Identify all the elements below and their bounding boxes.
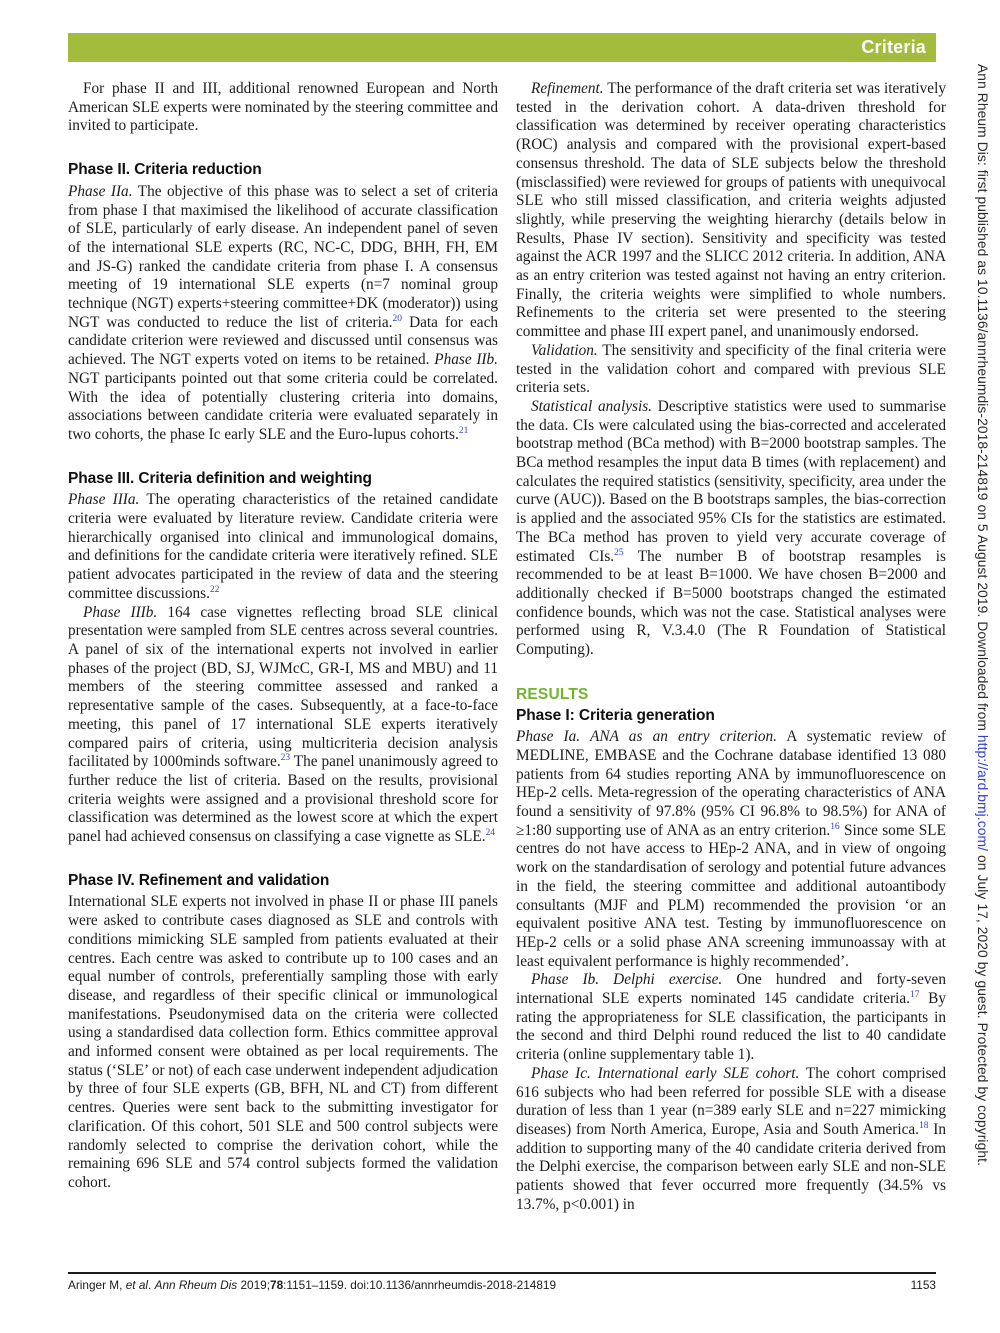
text-segment: The sensitivity and specificity of the final criteria were tested in the validation cohort and compared with previous SLE criteria sets. bbox=[516, 341, 946, 397]
footer bbox=[68, 1278, 936, 1292]
reference-link[interactable]: 25 bbox=[614, 547, 624, 558]
text-segment: Ann Rheum Dis bbox=[154, 1278, 238, 1292]
text-segment: Phase IIb. bbox=[434, 351, 498, 369]
text-segment: The performance of the draft criteria set was iteratively tested in the derivation cohort. A data-driven threshold for classification was determined by receiver operating characteristics (ROC) analysis and compared with the provisional expert-based consensus threshold. The data of SLE subjects below the threshold (misclassified) were reviewed for groups of patients with unequivocal SLE who still missed classification, and criteria weights adjusted slightly, while preserving the weighting hierarchy (details below in Results, Phase IV section). Sensitivity and specificity was tested against the ACR 1997 and the SLICC 2012 criteria. In addition, ANA as an entry criterion was tested against not having an entry criterion. Finally, the criteria weights were simplified to whole numbers. Refinements to the criteria set were presented to the steering committee and phase III expert panel, and unanimously endorsed. bbox=[516, 80, 946, 341]
text-segment: et al bbox=[125, 1278, 149, 1292]
text-segment: . bbox=[148, 1278, 155, 1292]
paragraph-phase4 bbox=[68, 893, 498, 1192]
heading-phase1: Phase I: Criteria generation bbox=[516, 706, 715, 724]
reference-link[interactable]: 21 bbox=[458, 425, 469, 436]
text-segment: By rating the appropriateness for SLE classification, the participants in the second and third Delphi round reduced the list to 40 candidate criteria (online supplementary table 1). bbox=[516, 990, 946, 1064]
reference-link[interactable]: 24 bbox=[485, 827, 496, 838]
left-column bbox=[68, 80, 498, 1193]
text-segment: 78 bbox=[270, 1278, 284, 1292]
text-segment: Statistical analysis. bbox=[531, 397, 652, 415]
right-column bbox=[516, 80, 946, 1214]
reference-link[interactable]: 17 bbox=[910, 989, 920, 1000]
sidebar-attribution bbox=[975, 64, 990, 1326]
reference-link[interactable]: 23 bbox=[280, 753, 291, 764]
text-segment: The objective of this phase was to select a set of criteria from phase I that maximised the likelihood of accurate classification of SLE, particularly of early disease. An independent panel of seven of the international SLE experts (RC, NC-C, DDG, BHH, FH, EM and JS-G) ranked the candidate criteria from phase I. A consensus meeting of 19 international SLE experts (n=7 nominal group technique (NGT) experts+steering committee+DK (moderator)) using NGT was conducted to reduce the list of criteria. bbox=[68, 182, 498, 331]
paragraph-refinement bbox=[516, 80, 946, 342]
paragraph-statistical bbox=[516, 398, 946, 660]
text-segment: Descriptive statistics were used to summarise the data. CIs were calculated using the bias-corrected and accelerated bootstrap method (BCa method) with B=2000 bootstrap samples. The BCa method resamples the input data B times (with replacement) and calculates the required statistics (sensitivity, specificity, area under the curve (AUC)). Based on the B bootstraps samples, the bias-correction is applied and the associated 95% CIs for the statistics are estimated. The BCa method has proven to yield very accurate coverage of estimated CIs. bbox=[516, 397, 946, 565]
text-segment: 2019; bbox=[237, 1278, 271, 1292]
text-segment: Phase IIa. bbox=[68, 182, 133, 200]
text-segment: Phase Ib. Delphi exercise. bbox=[531, 971, 723, 989]
reference-link[interactable]: 22 bbox=[209, 584, 220, 595]
text-segment: For phase II and III, additional renowned European and North American SLE experts were nominated by the steering committee and invited to participate. bbox=[68, 80, 498, 135]
reference-link[interactable]: 18 bbox=[919, 1120, 929, 1131]
text-segment: NGT participants pointed out that some criteria could be correlated. With the idea of potentially clustering criteria into domains, associations between candidate criteria were evaluated separately in two cohorts, the phase Ic early SLE and the Euro-lupus cohorts. bbox=[68, 369, 498, 443]
paragraph-intro bbox=[68, 80, 498, 136]
text-segment: The number B of bootstrap resamples is recommended to be at least B=1000. We have chosen B=2000 and additionally checked if B=5000 bootstraps changed the estimated confidence bounds, which was not the case. Statistical analyses were performed using R, V.3.4.0 (The R Foundation of Statistical Computing). bbox=[516, 547, 946, 659]
text-segment: The panel unanimously agreed to further reduce the list of criteria. Based on the results, provisional criteria weights were assigned and a provisional threshold score for classification was determined as the lowest score at which the expert panel had achieved consensus on classifying a case vignette as SLE. bbox=[68, 753, 498, 846]
text-segment: In addition to supporting many of the 40 candidate criteria derived from the Delphi exercise, the comparison between early SLE and non-SLE patients showed that fever occurred more frequently (34.5% vs 13.7%, p<0.001) in bbox=[516, 1120, 946, 1213]
text-segment: Since some SLE centres do not have access to HEp-2 ANA, and in view of ongoing work on the standardisation of serology and potential future advances in the field, the steering committee and additional autoantibody consultants (MJF and PLM) recommended the provision ‘or an equivalent positive ANA test. Testing by immunofluorescence on HEp-2 cells or a solid phase ANA screening immunoassay with at least equivalent performance is highly recommended’. bbox=[516, 821, 946, 970]
page-number: 1153 bbox=[910, 1278, 936, 1292]
category-header-bar bbox=[68, 33, 936, 62]
paragraph-phase2 bbox=[68, 183, 498, 445]
reference-link[interactable]: 16 bbox=[830, 821, 840, 832]
text-segment: Refinement. bbox=[531, 80, 604, 97]
text-segment: The cohort comprised 616 subjects who had been referred for possible SLE with a disease duration of less than 1 year (n=389 early SLE and n=227 mimicking diseases) from North America, Europe, Asia and South America. bbox=[516, 1064, 946, 1138]
footer-divider bbox=[68, 1272, 936, 1274]
footer-citation bbox=[68, 1278, 556, 1292]
category-label: Criteria bbox=[861, 37, 926, 57]
paragraph-phase1a bbox=[516, 728, 946, 971]
text-segment: Aringer M, bbox=[68, 1278, 126, 1292]
text-segment: on July 17, 2020 by guest. Protected by copyright. bbox=[975, 851, 990, 1166]
hyperlink[interactable]: http://ard.bmj.com/ bbox=[975, 734, 990, 852]
heading-phase3: Phase III. Criteria definition and weighting bbox=[68, 469, 372, 487]
text-segment: Data for each candidate criterion were reviewed and discussed until consensus was achieved. The NGT experts voted on items to be retained. bbox=[68, 313, 499, 369]
paragraph-phase3b bbox=[68, 604, 498, 847]
paragraph-phase1c bbox=[516, 1065, 946, 1215]
text-segment: A systematic review of MEDLINE, EMBASE and the Cochrane database identified 13 080 patients from 64 studies reporting ANA by immunofluorescence on HEp-2 cells. Meta-regression of the operating characteristics of ANA found a sensitivity of 97.8% (95% CI 96.8% to 98.5%) for ANA of ≥1:80 supporting use of ANA as an entry criterion. bbox=[516, 728, 946, 839]
text-segment: Phase Ic. International early SLE cohort. bbox=[531, 1064, 800, 1082]
reference-link[interactable]: 20 bbox=[392, 313, 402, 324]
paragraph-validation bbox=[516, 342, 946, 398]
text-segment: Phase IIIb. bbox=[83, 603, 158, 621]
text-segment: Validation. bbox=[531, 341, 598, 359]
text-segment: 164 case vignettes reflecting broad SLE clinical presentation were sampled from SLE centres across several countries. A panel of six of the international experts not involved in earlier phases of the project (BD, SJ, WJMcC, GR-I, MS and MBU) and 11 members of the steering committee assessed and ranked a representative sample of the cases. Subsequently, at a face-to-face meeting, this panel of 17 international SLE experts iteratively compared pairs of criteria, using multicriteria decision analysis facilitated by 1000minds software. bbox=[68, 603, 498, 771]
text-segment: Ann Rheum Dis: first published as 10.1136/annrheumdis-2018-214819 on 5 August 2019. Downloaded from bbox=[975, 64, 990, 735]
text-segment: The operating characteristics of the retained candidate criteria were evaluated by literature review. Candidate criteria were hierarchically organised into clinical and immunological domains, and definitions for the candidate criteria were iteratively refined. SLE patient advocates participated in the review of data and the steering committee discussions. bbox=[68, 491, 498, 602]
paragraph-phase3a bbox=[68, 491, 498, 603]
text-segment: International SLE experts not involved in phase II or phase III panels were asked to contribute cases diagnosed as SLE and controls with conditions mimicking SLE sampled from patients evaluated at their centres. Each centre was asked to contribute up to 100 cases and an equal number of controls, preferentially sampling those with early disease, and regardless of their specific clinical or immunological manifestations. Pseudonymised data on the criteria were collected using a standardised data collection form. Ethics committee approval and informed consent were obtained as per local requirements. The status (‘SLE’ or not) of each case underwent independent adjudication by three of four SLE experts (GB, BFH, NL and CT) from different centres. Queries were sent back to the submitting investigator for clarification. Of this cohort, 501 SLE and 500 control subjects were randomly selected to comprise the derivation cohort, while the remaining 696 SLE and 574 control subjects formed the validation cohort. bbox=[68, 893, 499, 1191]
text-segment: One hundred and forty-seven international SLE experts nominated 145 candidate criteria. bbox=[516, 971, 946, 1008]
heading-results: RESULTS bbox=[516, 685, 589, 703]
text-segment: Phase IIIa. bbox=[68, 491, 140, 509]
text-segment: Phase Ia. ANA as an entry criterion. bbox=[516, 728, 778, 746]
heading-phase2: Phase II. Criteria reduction bbox=[68, 161, 262, 179]
text-segment: :1151–1159. doi:10.1136/annrheumdis-2018-214819 bbox=[283, 1278, 557, 1292]
heading-phase4: Phase IV. Refinement and validation bbox=[68, 871, 330, 889]
paragraph-phase1b bbox=[516, 971, 946, 1065]
